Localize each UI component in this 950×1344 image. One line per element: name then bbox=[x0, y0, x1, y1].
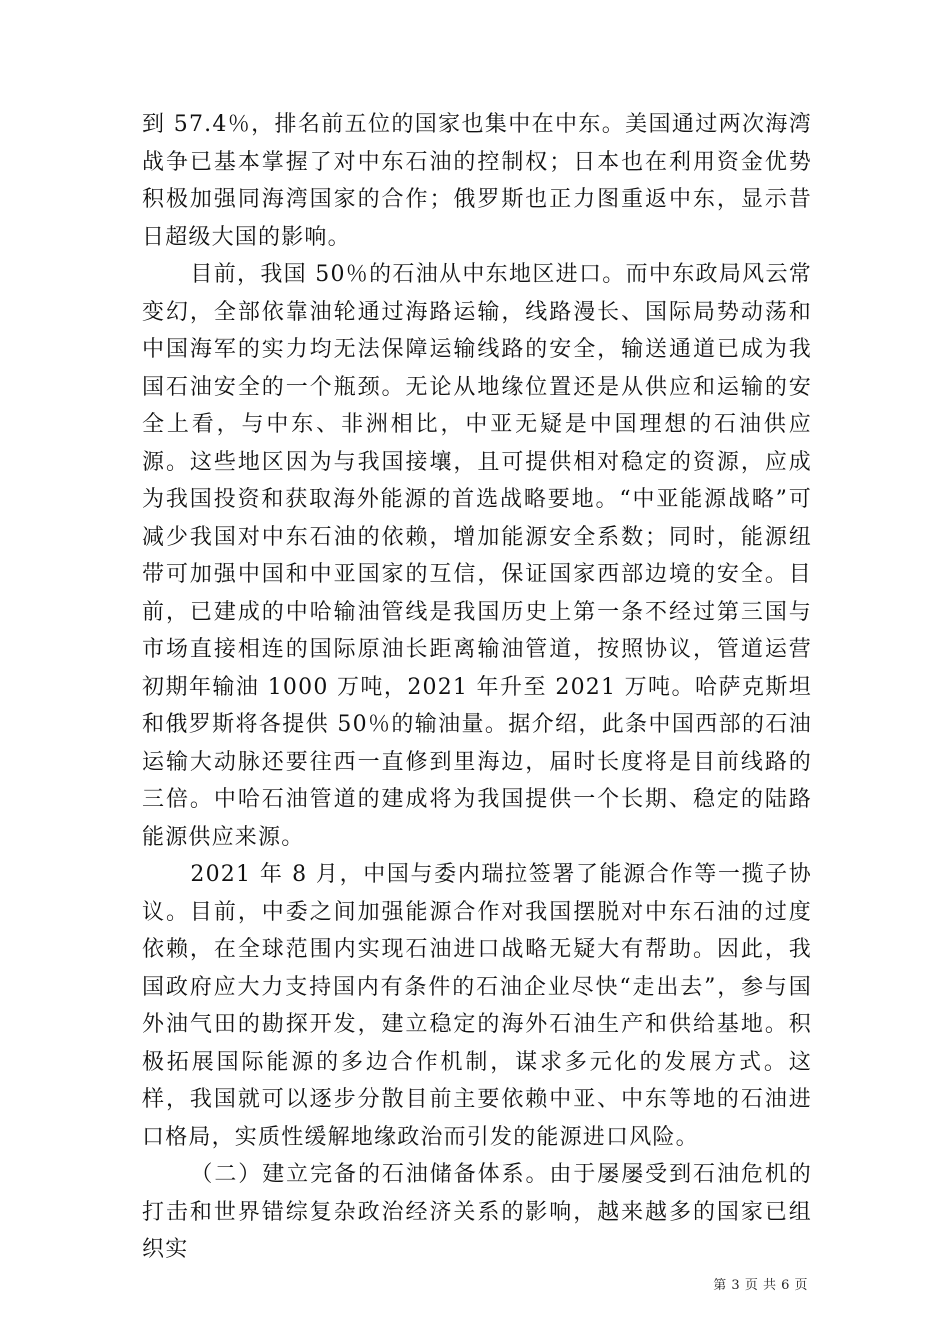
document-body bbox=[142, 106, 812, 1269]
paragraph-middle-east-imports: 目前，我国 50％的石油从中东地区进口。而中东政局风云常变幻，全部依靠油轮通过海路运输，线路漫长、国际局势动荡和中国海军的实力均无法保障运输线路的安全，输送通道已成为我国石油安全的一个瓶颈。无论从地缘位置还是从供应和运输的安全上看，与中东、非洲相比，中亚无疑是中国理想的石油供应源。这些地区因为与我国接壤，且可提供相对稳定的资源，应成为我国投资和获取海外能源的首选战略要地。“中亚能源战略”可减少我国对中东石油的依赖，增加能源安全系数；同时，能源纽带可加强中国和中亚国家的互信，保证国家西部边境的安全。目前，已建成的中哈输油管线是我国历史上第一条不经过第三国与市场直接相连的国际原油长距离输油管道，按照协议，管道运营初期年输油 1000 万吨，2021 年升至 2021 万吨。哈萨克斯坦和俄罗斯将各提供 50％的输油量。据介绍，此条中国西部的石油运输大动脉还要往西一直修到里海边，届时长度将是目前线路的三倍。中哈石油管道的建成将为我国提供一个长期、稳定的陆路能源供应来源。 bbox=[142, 262, 812, 850]
paragraph-venezuela-cooperation: 2021 年 8 月，中国与委内瑞拉签署了能源合作等一揽子协议。目前，中委之间加强能源合作对我国摆脱对中东石油的过度依赖，在全球范围内实现石油进口战略无疑大有帮助。因此，我国政府应大力支持国内有条件的石油企业尽快“走出去”，参与国外油气田的勘探开发，建立稳定的海外石油生产和供给基地。积极拓展国际能源的多边合作机制，谋求多元化的发展方式。这样，我国就可以逐步分散目前主要依赖中亚、中东等地的石油进口格局，实质性缓解地缘政治而引发的能源进口风险。 bbox=[142, 862, 812, 1150]
paragraph-oil-reserve-system: （二）建立完备的石油储备体系。由于屡屡受到石油危机的打击和世界错综复杂政治经济关系的影响，越来越多的国家已组织实 bbox=[142, 1162, 812, 1262]
page-number-footer: 第 3 页 共 6 页 bbox=[713, 1278, 808, 1293]
paragraph-continuation: 到 57.4％，排名前五位的国家也集中在中东。美国通过两次海湾战争已基本掌握了对中东石油的控制权；日本也在利用资金优势积极加强同海湾国家的合作；俄罗斯也正力图重返中东，显示昔日超级大国的影响。 bbox=[142, 112, 812, 250]
